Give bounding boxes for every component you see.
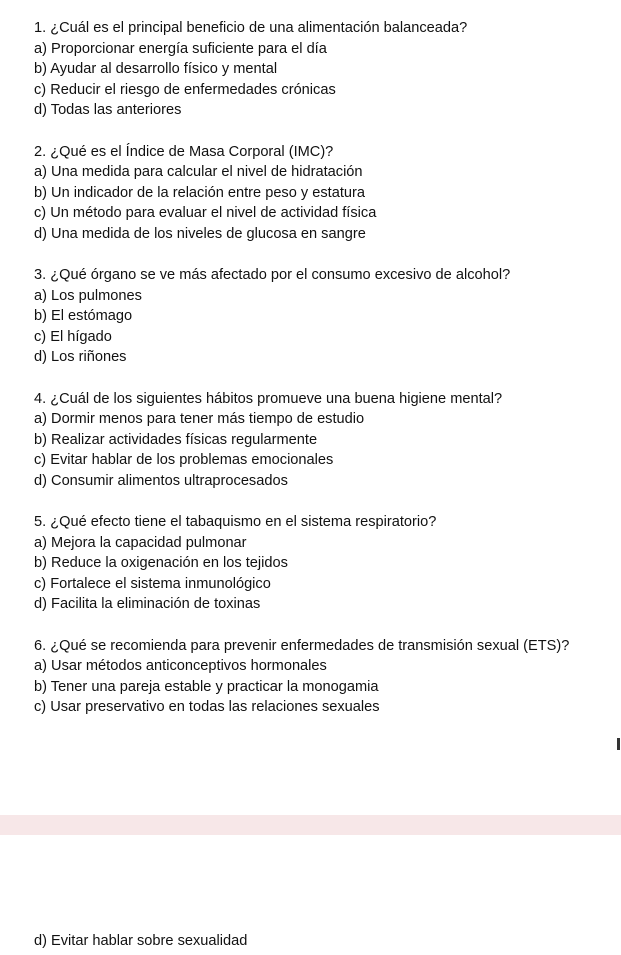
option-a: a) Usar métodos anticonceptivos hormonales xyxy=(34,658,327,674)
page-break-band xyxy=(0,815,621,835)
option-a: a) Una medida para calcular el nivel de hidratación xyxy=(34,164,363,180)
option-b: b) Ayudar al desarrollo físico y mental xyxy=(34,61,278,77)
question-text: 2. ¿Qué es el Índice de Masa Corporal (IMC)? xyxy=(34,143,334,160)
question-text: 1. ¿Cuál es el principal beneficio de una alimentación balanceada? xyxy=(34,20,468,36)
option-d: d) Consumir alimentos ultraprocesados xyxy=(34,472,288,489)
option-b: b) Un indicador de la relación entre peso y estatura xyxy=(34,184,365,201)
option-b: b) Reduce la oxigenación en los tejidos xyxy=(34,555,288,571)
question-1 xyxy=(34,18,619,121)
edge-mark xyxy=(617,738,620,750)
question-3 xyxy=(34,265,619,368)
option-c: c) Fortalece el sistema inmunológico xyxy=(34,575,271,592)
option-a: a) Los pulmones xyxy=(34,287,142,304)
quiz-document xyxy=(34,18,619,739)
option-b: b) El estómago xyxy=(34,308,133,324)
question-2 xyxy=(34,142,619,245)
option-a: a) Proporcionar energía suficiente para el día xyxy=(34,40,327,57)
question-6 xyxy=(34,636,619,718)
option-d: d) Los riñones xyxy=(34,349,127,365)
option-d: d) Evitar hablar sobre sexualidad xyxy=(34,933,248,949)
question-5 xyxy=(34,512,619,615)
option-b: b) Tener una pareja estable y practicar la monogamia xyxy=(34,678,379,695)
option-c: c) Reducir el riesgo de enfermedades crónicas xyxy=(34,81,336,98)
option-d: d) Facilita la eliminación de toxinas xyxy=(34,596,261,612)
option-c: c) Usar preservativo en todas las relaciones sexuales xyxy=(34,699,380,715)
option-a: a) Mejora la capacidad pulmonar xyxy=(34,534,247,551)
option-c: c) Un método para evaluar el nivel de actividad física xyxy=(34,205,377,221)
question-text: 3. ¿Qué órgano se ve más afectado por el consumo excesivo de alcohol? xyxy=(34,267,511,283)
option-c: c) Evitar hablar de los problemas emocionales xyxy=(34,452,334,468)
option-d: d) Todas las anteriores xyxy=(34,102,182,118)
option-c: c) El hígado xyxy=(34,328,112,345)
option-d: d) Una medida de los niveles de glucosa en sangre xyxy=(34,225,366,242)
question-4 xyxy=(34,389,619,492)
question-text: 5. ¿Qué efecto tiene el tabaquismo en el sistema respiratorio? xyxy=(34,514,437,530)
question-text: 4. ¿Cuál de los siguientes hábitos promueve una buena higiene mental? xyxy=(34,390,503,407)
option-b: b) Realizar actividades físicas regularmente xyxy=(34,431,318,448)
question-text: 6. ¿Qué se recomienda para prevenir enfermedades de transmisión sexual (ETS)? xyxy=(34,637,570,654)
option-a: a) Dormir menos para tener más tiempo de estudio xyxy=(34,411,365,427)
